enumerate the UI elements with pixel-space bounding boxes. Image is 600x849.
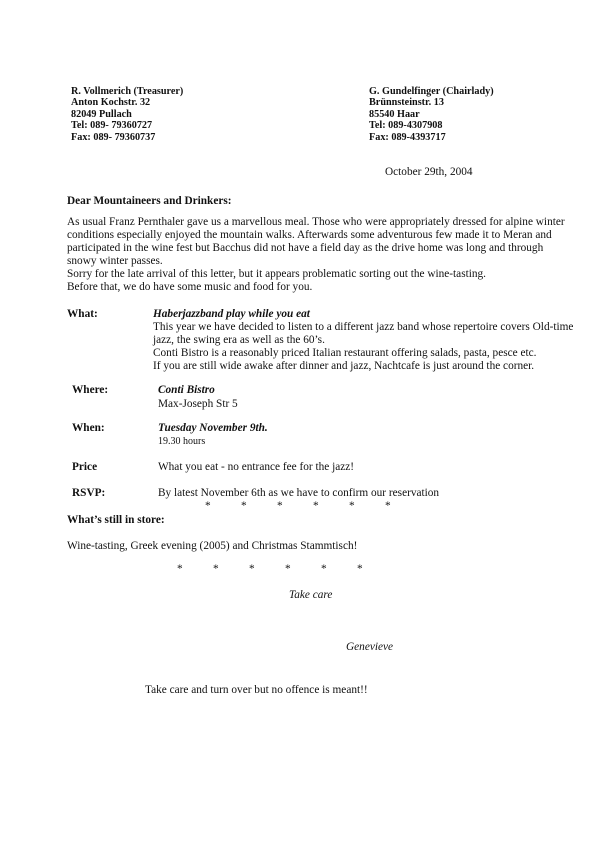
address-line: Anton Kochstr. 32 <box>71 97 151 109</box>
what-line: jazz, the swing era as well as the 60’s. <box>153 334 325 346</box>
rsvp-text: By latest November 6th as we have to confirm our reservation <box>158 487 440 499</box>
address-line: Fax: 089- 79360737 <box>71 131 156 143</box>
star-mark: * <box>177 563 183 575</box>
star-mark: * <box>213 563 219 575</box>
star-mark: * <box>277 500 283 512</box>
star-mark: * <box>285 563 291 575</box>
intro-line: snowy winter passes. <box>67 255 163 267</box>
star-separator <box>0 500 600 513</box>
star-mark: * <box>205 500 211 512</box>
signature: Genevieve <box>346 641 394 653</box>
in-store-label: What’s still in store: <box>67 514 165 526</box>
star-mark: * <box>249 563 255 575</box>
star-separator <box>0 563 600 576</box>
star-mark: * <box>241 500 247 512</box>
where-label: Where: <box>72 384 109 396</box>
sender-address-left <box>71 86 183 143</box>
star-mark: * <box>321 563 327 575</box>
when-time: 19.30 hours <box>158 436 206 447</box>
intro-paragraph <box>67 216 567 294</box>
address-line: Fax: 089-4393717 <box>369 131 446 143</box>
intro-line: Before that, we do have some music and food for you. <box>67 281 313 293</box>
address-line: Brünnsteinstr. 13 <box>369 97 444 109</box>
in-store-text: Wine-tasting, Greek evening (2005) and Christmas Stammtisch! <box>67 540 358 552</box>
intro-line: As usual Franz Pernthaler gave us a marvellous meal. Those who were appropriately dressed for alpine winter <box>67 216 565 228</box>
what-line: Conti Bistro is a reasonably priced Italian restaurant offering salads, pasta, pesce etc. <box>153 347 537 359</box>
star-mark: * <box>349 500 355 512</box>
address-line: 85540 Haar <box>369 108 420 120</box>
letter-date: October 29th, 2004 <box>385 166 473 178</box>
address-line: 82049 Pullach <box>71 108 132 120</box>
address-line: Tel: 089- 79360727 <box>71 120 153 132</box>
what-description <box>153 321 573 373</box>
intro-line: Sorry for the late arrival of this letter, but it appears problematic sorting out the wine-tasting. <box>67 268 486 280</box>
when-title: Tuesday November 9th. <box>158 422 268 434</box>
what-line: If you are still wide awake after dinner and jazz, Nachtcafe is just around the corner. <box>153 360 535 372</box>
address-line: Tel: 089-4307908 <box>369 120 443 132</box>
postscript: Take care and turn over but no offence is meant!! <box>145 684 368 696</box>
what-title: Haberjazzband play while you eat <box>153 308 310 320</box>
closing: Take care <box>289 589 333 601</box>
address-line: G. Gundelfinger (Chairlady) <box>369 86 494 97</box>
star-mark: * <box>385 500 391 512</box>
star-mark: * <box>357 563 363 575</box>
rsvp-label: RSVP: <box>72 487 106 499</box>
where-address: Max-Joseph Str 5 <box>158 398 238 410</box>
intro-line: participated in the wine fest but Bacchus did not have a field day as the drive home was long and through <box>67 242 544 254</box>
what-line: This year we have decided to listen to a different jazz band whose repertoire covers Old-time <box>153 321 574 333</box>
where-title: Conti Bistro <box>158 384 215 396</box>
sender-address-right <box>369 86 494 143</box>
when-label: When: <box>72 422 105 434</box>
what-label: What: <box>67 308 98 320</box>
address-line: R. Vollmerich (Treasurer) <box>71 86 184 97</box>
price-label: Price <box>72 461 98 473</box>
star-mark: * <box>313 500 319 512</box>
price-text: What you eat - no entrance fee for the jazz! <box>158 461 355 473</box>
salutation: Dear Mountaineers and Drinkers: <box>67 195 232 207</box>
intro-line: conditions especially enjoyed the mountain walks. Afterwards some adventurous few made it to Meran and <box>67 229 552 241</box>
